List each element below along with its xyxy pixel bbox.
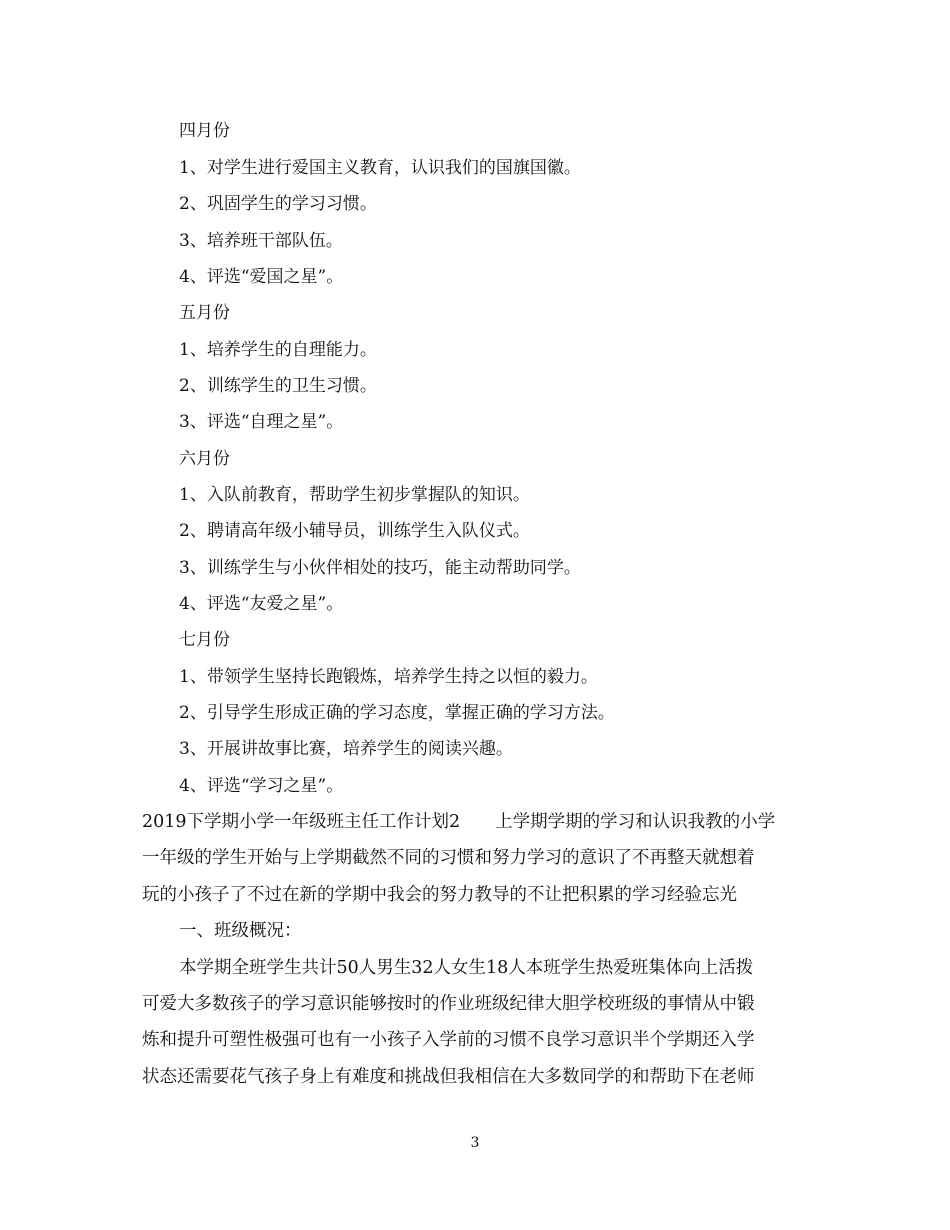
april-item-1: 1、对学生进行爱国主义教育，认识我们的国旗国徽。	[179, 158, 581, 178]
overview-line-4: 状态还需要花气孩子身上有难度和挑战但我相信在大多数同学的和帮助下在老师	[142, 1067, 755, 1087]
overview-line-2: 可爱大多数孩子的学习意识能够按时的作业班级纪律大胆学校班级的事情从中锻	[142, 994, 755, 1014]
july-item-1: 1、带领学生坚持长跑锻炼，培养学生持之以恒的毅力。	[179, 667, 598, 687]
may-item-2: 2、训练学生的卫生习惯。	[179, 376, 377, 396]
june-heading: 六月份	[179, 449, 230, 469]
section-heading-class-overview: 一、班级概况：	[179, 921, 302, 941]
may-item-3: 3、评选“自理之星”。	[179, 412, 344, 432]
plan2-intro-line-2: 一年级的学生开始与上学期截然不同的习惯和努力学习的意识了不再整天就想着	[142, 848, 755, 868]
april-item-3: 3、培养班干部队伍。	[179, 231, 343, 251]
july-heading: 七月份	[179, 630, 230, 650]
june-item-2: 2、聘请高年级小辅导员，训练学生入队仪式。	[179, 521, 530, 541]
overview-line-1: 本学期全班学生共计50人男生32人女生18人本班学生热爱班集体向上活拨	[179, 958, 754, 978]
may-heading: 五月份	[179, 303, 230, 323]
july-item-2: 2、引导学生形成正确的学习态度，掌握正确的学习方法。	[179, 703, 615, 723]
april-heading: 四月份	[179, 121, 230, 141]
page-number: 3	[470, 1135, 480, 1151]
plan2-intro-line-1: 2019下学期小学一年级班主任工作计划2 上学期学期的学习和认识我教的小学	[142, 812, 776, 832]
may-item-1: 1、培养学生的自理能力。	[179, 340, 377, 360]
june-item-4: 4、评选“友爱之星”。	[179, 594, 344, 614]
plan2-intro-line-3: 玩的小孩子了不过在新的学期中我会的努力教导的不让把积累的学习经验忘光	[142, 885, 737, 905]
april-item-2: 2、巩固学生的学习习惯。	[179, 194, 377, 214]
april-item-4: 4、评选“爱国之星”。	[179, 267, 344, 287]
overview-line-3: 炼和提升可塑性极强可也有一小孩子入学前的习惯不良学习意识半个学期还入学	[142, 1030, 755, 1050]
july-item-4: 4、评选“学习之星”。	[179, 776, 344, 796]
june-item-3: 3、训练学生与小伙伴相处的技巧，能主动帮助同学。	[179, 558, 581, 578]
june-item-1: 1、入队前教育，帮助学生初步掌握队的知识。	[179, 485, 530, 505]
july-item-3: 3、开展讲故事比赛，培养学生的阅读兴趣。	[179, 739, 513, 759]
